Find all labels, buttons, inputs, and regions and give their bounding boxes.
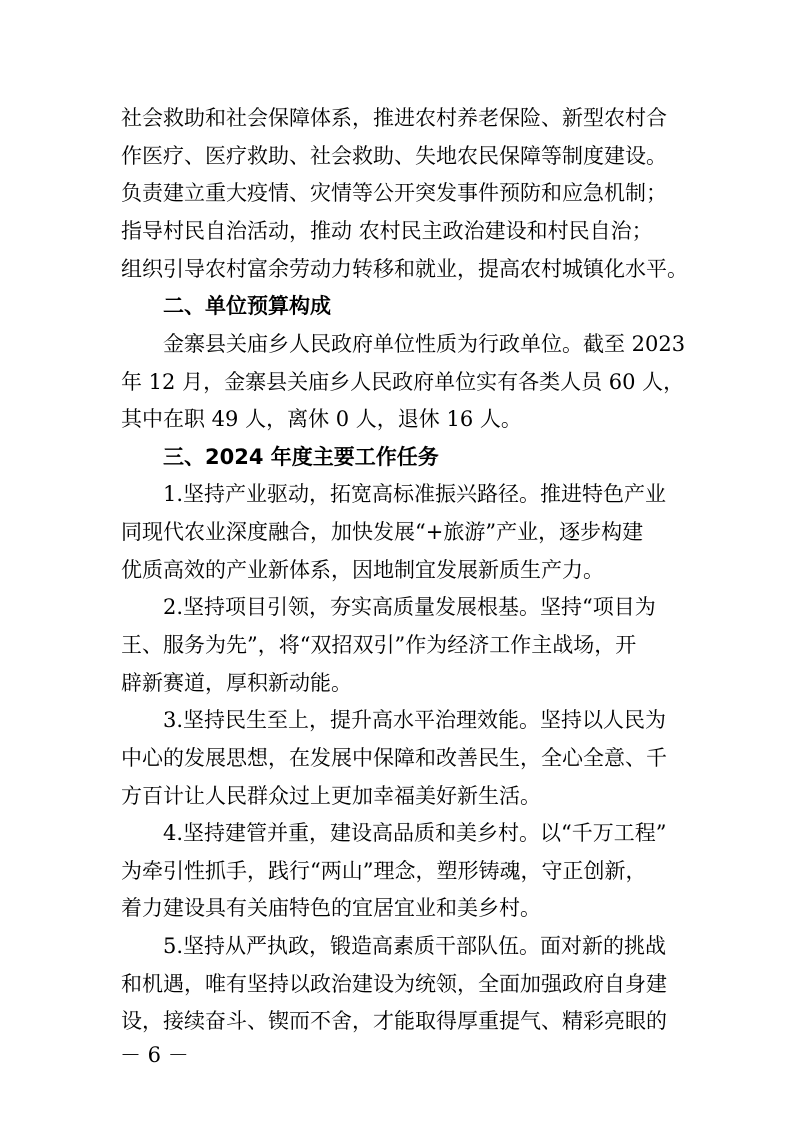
body-line-18: 中心的发展思想，在发展中保障和改善民生，全心全意、千 [121,746,667,770]
body-line-9: 其中在职 49 人，离休 0 人，退休 16 人。 [121,407,522,431]
body-line-24: 和机遇，唯有坚持以政治建设为统领，全面加强政府自身建 [121,972,667,996]
body-line-5: 组织引导农村富余劳动力转移和就业，提高农村城镇化水平。 [121,257,688,281]
body-line-19: 方百计让人民群众过上更加幸福美好新生活。 [121,784,541,808]
section-heading-tasks: 三、2024 年度主要工作任务 [163,445,439,469]
body-line-2: 作医疗、医疗救助、社会救助、失地农民保障等制度建设。 [121,144,667,168]
body-line-11: 1.坚持产业驱动，拓宽高标准振兴路径。推进特色产业 [163,482,667,506]
body-line-15: 王、服务为先”，将“双招双引”作为经济工作主战场，开 [121,633,637,657]
body-line-4: 指导村民自治活动，推动 农村民主政治建设和村民自治； [121,219,653,243]
page-number: － 6 － [120,1043,189,1067]
body-line-1: 社会救助和社会保障体系，推进农村养老保险、新型农村合 [121,106,667,130]
body-line-21: 为牵引性抓手，践行“两山”理念，塑形铸魂，守正创新， [121,859,647,883]
body-line-25: 设，接续奋斗、锲而不舍，才能取得厚重提气、精彩亮眼的 [121,1009,667,1033]
body-line-13: 优质高效的产业新体系，因地制宜发展新质生产力。 [121,558,604,582]
body-line-20: 4.坚持建管并重，建设高品质和美乡村。以“千万工程” [163,821,667,845]
body-line-22: 着力建设具有关庙特色的宜居宜业和美乡村。 [121,896,541,920]
body-line-8: 年 12 月，金寨县关庙乡人民政府单位实有各类人员 60 人， [121,370,685,394]
body-line-12: 同现代农业深度融合，加快发展“+旅游”产业，逐步构建 [121,520,644,544]
section-heading-budget: 二、单位预算构成 [163,294,331,318]
body-line-23: 5.坚持从严执政，锻造高素质干部队伍。面对新的挑战 [163,934,667,958]
body-line-3: 负责建立重大疫情、灾情等公开突发事件预防和应急机制； [121,181,667,205]
body-line-7: 金寨县关庙乡人民政府单位性质为行政单位。截至 2023 [163,332,686,356]
body-line-14: 2.坚持项目引领，夯实高质量发展根基。坚持“项目为 [163,595,656,619]
body-line-16: 辟新赛道，厚积新动能。 [121,671,352,695]
body-line-17: 3.坚持民生至上，提升高水平治理效能。坚持以人民为 [163,708,667,732]
